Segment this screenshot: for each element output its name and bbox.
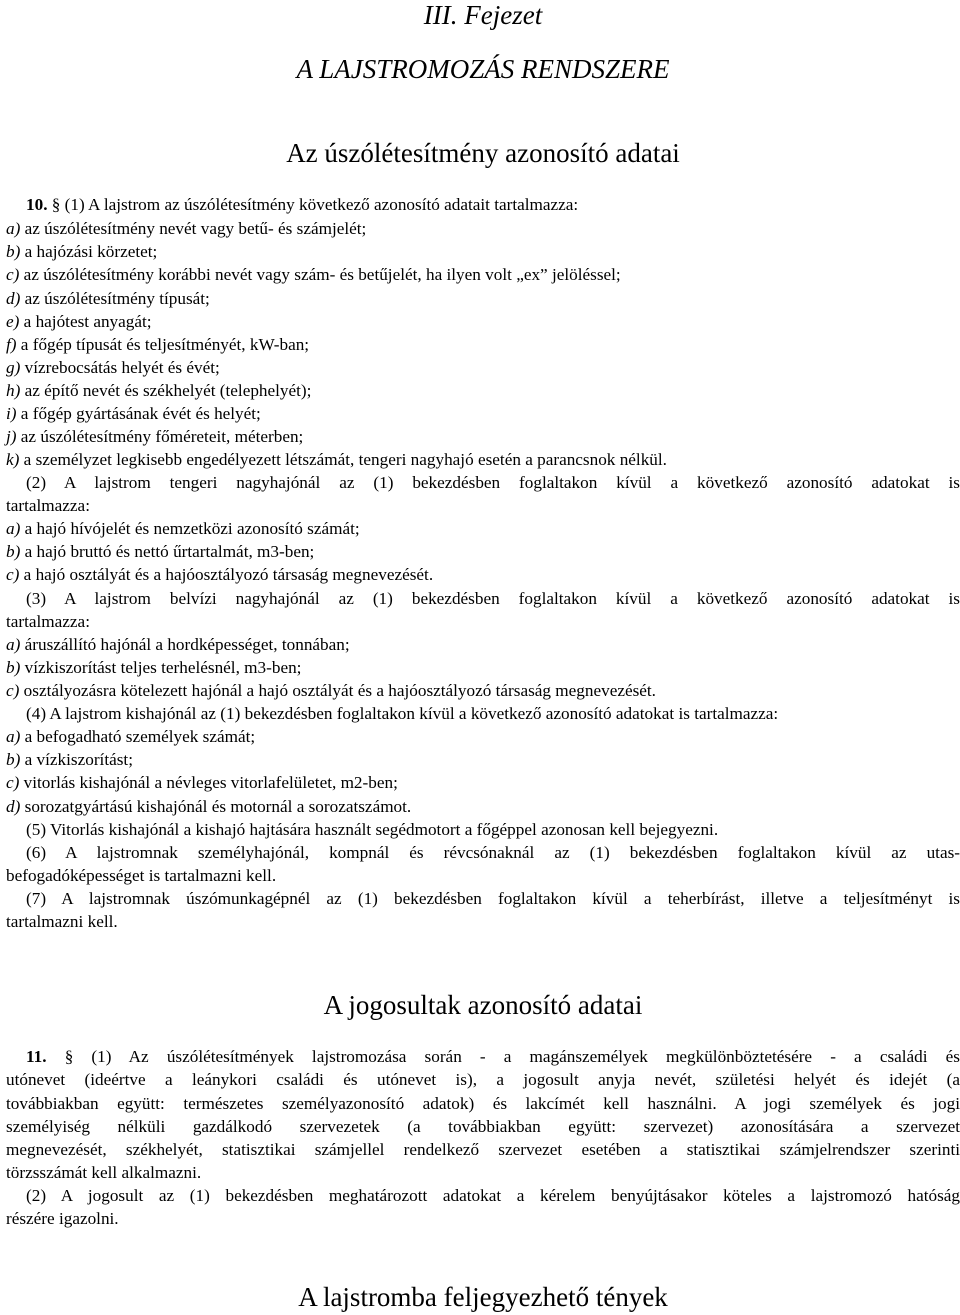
list-item: [6, 240, 960, 263]
paragraph-2-line-1: (2) A lajstrom tengeri nagyhajónál az (1) bekezdésben foglaltakon kívül a következő azonosító adatokat is: [26, 473, 960, 492]
item-text: a személyzet legkisebb engedélyezett létszámát, tengeri nagyhajó esetén a parancsnok nélkül.: [23, 450, 667, 469]
item-text: a hajó hívójelét és nemzetközi azonosító számát;: [24, 519, 360, 538]
list-item: [6, 333, 960, 356]
item-label: c): [6, 681, 20, 700]
paragraph-2-line-2: tartalmazza:: [6, 496, 90, 515]
item-label: d): [6, 289, 21, 308]
paragraph-text: (1) Az úszólétesítmények lajstromozása során - a magánszemélyek megkülönböztetésére - a családi és: [91, 1047, 960, 1066]
item-text: az úszólétesítmény főméreteit, méterben;: [20, 427, 304, 446]
list-item: [6, 771, 960, 794]
list-item: [6, 287, 960, 310]
item-label: i): [6, 404, 17, 423]
list-item: [6, 748, 960, 771]
item-text: vízkiszorítást teljes terhelésnél, m3-ben;: [24, 658, 302, 677]
item-label: h): [6, 381, 21, 400]
item-label: f): [6, 335, 17, 354]
section-10-intro: [26, 193, 960, 216]
item-label: k): [6, 450, 20, 469]
item-text: a vízkiszorítást;: [24, 750, 133, 769]
list-item: [6, 795, 960, 818]
section-heading-rightholders: A jogosultak azonosító adatai: [323, 990, 643, 1020]
paragraph-5-line-1: (5) Vitorlás kishajónál a kishajó hajtására használt segédmotort a főgéppel azonosan kell bejegyezni.: [26, 820, 719, 839]
paragraph-text: (1) A lajstrom az úszólétesítmény következő azonosító adatait tartalmazza:: [64, 195, 579, 214]
paragraph-3-line-1: (3) A lajstrom belvízi nagyhajónál az (1) bekezdésben foglaltakon kívül a következő azonosító adatokat is: [26, 589, 960, 608]
paragraph-line: megnevezését, székhelyét, statisztikai számjellel rendelkező szervezet esetében a statisztikai számjelrendszer szerinti: [6, 1140, 960, 1159]
item-text: a hajózási körzetet;: [24, 242, 158, 261]
item-label: a): [6, 727, 21, 746]
list-item: [6, 263, 960, 286]
section-number: 10.: [26, 195, 48, 214]
item-label: b): [6, 242, 21, 261]
item-label: c): [6, 773, 20, 792]
item-label: a): [6, 519, 21, 538]
list-item: [6, 540, 960, 563]
item-text: a hajó bruttó és nettó űrtartalmát, m3-ben;: [24, 542, 315, 561]
paragraph-4-line-1: (4) A lajstrom kishajónál az (1) bekezdésben foglaltakon kívül a következő azonosító adatokat is tartalmazza:: [26, 704, 779, 723]
item-text: az úszólétesítmény nevét vagy betű- és számjelét;: [24, 219, 367, 238]
item-label: e): [6, 312, 20, 331]
paragraph-line: utónevet (ideértve a leánykori családi és utónevet is), a jogosult anyja nevét, születési helyét és idejét (a: [6, 1070, 960, 1089]
section-heading-identifiers: Az úszólétesítmény azonosító adatai: [286, 138, 680, 168]
chapter-title: A LAJSTROMOZÁS RENDSZERE: [296, 54, 670, 84]
item-text: vitorlás kishajónál a névleges vitorlafelületet, m2-ben;: [23, 773, 398, 792]
paragraph-7-line-1: (7) A lajstromnak úszómunkagépnél az (1) bekezdésben foglaltakon kívül a teherbírást, illetve a teljesítményt is: [26, 889, 960, 908]
item-text: az úszólétesítmény típusát;: [24, 289, 210, 308]
item-label: a): [6, 635, 21, 654]
item-text: sorozatgyártású kishajónál és motornál a sorozatszámot.: [24, 797, 412, 816]
item-label: b): [6, 750, 21, 769]
list-item: [6, 517, 960, 540]
item-text: áruszállító hajónál a hordképességet, tonnában;: [24, 635, 350, 654]
list-item: [6, 425, 960, 448]
section-symbol: §: [51, 195, 61, 214]
section-symbol: §: [64, 1047, 74, 1066]
item-text: a befogadható személyek számát;: [24, 727, 256, 746]
section-heading-recordable-facts: A lajstromba feljegyezhető tények: [298, 1282, 668, 1312]
list-item: [6, 725, 960, 748]
section-11-intro: [26, 1045, 960, 1068]
item-label: d): [6, 797, 21, 816]
list-item: [6, 379, 960, 402]
paragraph-line: személyiség nélküli gazdálkodó szervezetek (a továbbiakban együtt: szervezet) azonosítására a szervezet: [6, 1117, 960, 1136]
paragraph-2-line-2: részére igazolni.: [6, 1209, 119, 1228]
list-item: [6, 402, 960, 425]
list-item: [6, 448, 960, 471]
paragraph-line: továbbiakban együtt: természetes személyazonosító adatok) és lakcímét kell használni. A jogi személyek és jogi: [6, 1094, 960, 1113]
list-item: [6, 217, 960, 240]
item-text: a főgép típusát és teljesítményét, kW-ban;: [20, 335, 310, 354]
paragraph-3-line-2: tartalmazza:: [6, 612, 90, 631]
paragraph-7-line-2: tartalmazni kell.: [6, 912, 118, 931]
item-label: b): [6, 542, 21, 561]
item-label: c): [6, 565, 20, 584]
item-label: g): [6, 358, 21, 377]
list-item: [6, 310, 960, 333]
item-text: vízrebocsátás helyét és évét;: [24, 358, 220, 377]
list-item: [6, 656, 960, 679]
list-item: [6, 679, 960, 702]
item-label: c): [6, 265, 20, 284]
item-text: a főgép gyártásának évét és helyét;: [20, 404, 261, 423]
paragraph-line: törzsszámát kell alkalmazni.: [6, 1163, 202, 1182]
chapter-number: III. Fejezet: [423, 0, 543, 30]
item-label: b): [6, 658, 21, 677]
list-item: [6, 633, 960, 656]
item-text: osztályozásra kötelezett hajónál a hajó osztályát és a hajóosztályozó társaság megnevezését.: [23, 681, 656, 700]
paragraph-6-line-1: (6) A lajstromnak személyhajónál, kompnál és révcsónaknál az (1) bekezdésben foglaltakon kívül az utas-: [26, 843, 960, 862]
item-label: j): [6, 427, 17, 446]
list-item: [6, 356, 960, 379]
list-item: [6, 563, 960, 586]
item-label: a): [6, 219, 21, 238]
item-text: a hajótest anyagát;: [23, 312, 152, 331]
section-number: 11.: [26, 1047, 47, 1066]
item-text: az építő nevét és székhelyét (telephelyét);: [24, 381, 312, 400]
paragraph-6-line-2: befogadóképességet is tartalmazni kell.: [6, 866, 277, 885]
item-text: az úszólétesítmény korábbi nevét vagy szám- és betűjelét, ha ilyen volt „ex” jelöléssel;: [23, 265, 621, 284]
paragraph-2-line-1: (2) A jogosult az (1) bekezdésben meghatározott adatokat a kérelem benyújtásakor köteles a lajstromozó hatóság: [26, 1186, 960, 1205]
item-text: a hajó osztályát és a hajóosztályozó társaság megnevezését.: [23, 565, 434, 584]
